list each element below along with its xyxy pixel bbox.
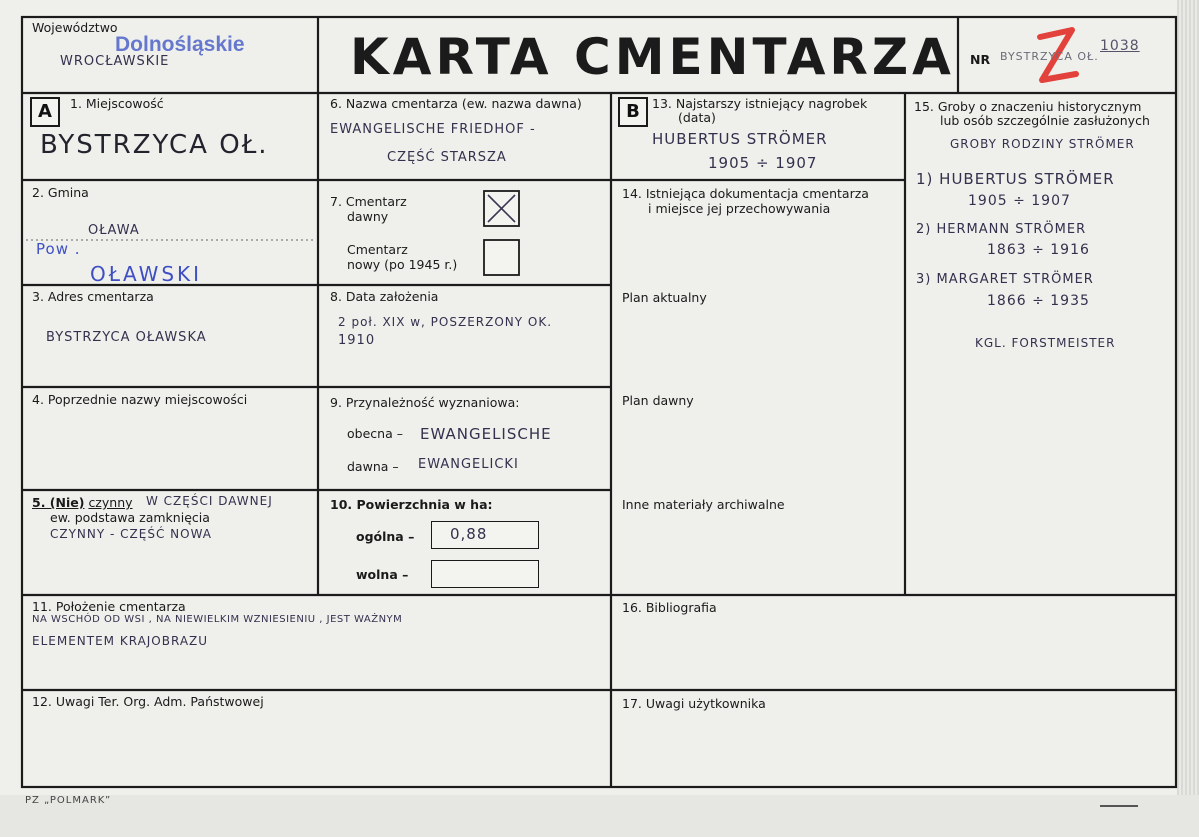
f5-value-line2: CZYNNY - CZĘŚĆ NOWA (50, 527, 213, 541)
f2-pow-label: Pow . (36, 240, 81, 258)
f5-label-nie: 5. (Nie) (32, 495, 85, 510)
f15-line-0: GROBY RODZINY STRÖMER (950, 137, 1135, 151)
f10-wolna-field[interactable] (431, 560, 539, 588)
f14-label-2: i miejsce jej przechowywania (648, 201, 831, 216)
f5-label-line2: ew. podstawa zamknięcia (50, 510, 210, 525)
f15-line-7: KGL. FORSTMEISTER (975, 336, 1116, 350)
section-b-marker: B (618, 97, 648, 127)
f15-line-5: 3) MARGARET STRÖMER (916, 272, 1094, 287)
f2-label: 2. Gmina (32, 185, 89, 200)
f2-pow-value: OŁAWSKI (90, 262, 203, 286)
f13-label-2: (data) (678, 110, 716, 125)
f11-value-line2: ELEMENTEM KRAJOBRAZU (32, 634, 209, 648)
section-a-marker: A (30, 97, 60, 127)
f7-nowy-label-2: nowy (po 1945 r.) (347, 257, 458, 272)
f10-wolna-label: wolna – (356, 567, 409, 582)
f9-dawna-label: dawna – (347, 459, 399, 474)
f15-line-3: 2) HERMANN STRÖMER (916, 222, 1087, 237)
card-title: KARTA CMENTARZA (350, 28, 955, 86)
f15-line-6: 1866 ÷ 1935 (987, 293, 1090, 309)
f4-label: 4. Poprzednie nazwy miejscowości (32, 392, 248, 407)
voivodeship-stamp: Dolnośląskie (115, 33, 245, 56)
f11-value-line1: NA WSCHÓD OD WSI , NA NIEWIELKIM WZNIESIENIU , JEST WAŻNYM (32, 614, 403, 625)
voivodeship-label: Województwo (32, 20, 118, 35)
f1-value: BYSTRZYCA OŁ. (40, 130, 269, 160)
f13-value-line1: HUBERTUS STRÖMER (652, 130, 828, 148)
nr-handwritten: BYSTRZYCA OŁ. (1000, 50, 1099, 63)
printer-imprint: PZ „POLMARK” (25, 795, 112, 806)
f10-ogolna-value: 0,88 (450, 525, 488, 543)
f14-plan-dawny: Plan dawny (622, 393, 694, 408)
f15-line-4: 1863 ÷ 1916 (987, 242, 1090, 258)
f14-inne: Inne materiały archiwalne (622, 497, 785, 512)
f10-ogolna-field[interactable] (431, 521, 539, 549)
f10-ogolna-label: ogólna – (356, 529, 415, 544)
f9-obecna-label: obecna – (347, 426, 403, 441)
f7-nowy-checkbox[interactable] (484, 240, 519, 275)
f15-line-2: 1905 ÷ 1907 (968, 193, 1071, 209)
f5-label-czynny: czynny (88, 495, 133, 510)
f10-label: 10. Powierzchnia w ha: (330, 497, 493, 512)
f14-label-1: 14. Istniejąca dokumentacja cmentarza (622, 186, 869, 201)
f14-plan-aktualny: Plan aktualny (622, 290, 707, 305)
f9-dawna-value: EWANGELICKI (418, 457, 519, 472)
f15-label-2: lub osób szczególnie zasłużonych (940, 113, 1150, 128)
f8-value-line1: 2 poł. XIX w, POSZERZONY OK. (338, 315, 553, 329)
f7-nowy-label-1: Cmentarz (347, 242, 408, 257)
f9-obecna-value: EWANGELISCHE (420, 425, 552, 443)
f12-label: 12. Uwagi Ter. Org. Adm. Państwowej (32, 694, 264, 709)
f16-label: 16. Bibliografia (622, 600, 717, 615)
f7-dawny-checkbox[interactable] (484, 191, 519, 226)
f15-line-1: 1) HUBERTUS STRÖMER (916, 170, 1115, 188)
f5-label-row (32, 496, 133, 510)
f13-value-line2: 1905 ÷ 1907 (708, 154, 818, 172)
f3-label: 3. Adres cmentarza (32, 289, 154, 304)
nr-code: 1038 (1100, 38, 1140, 54)
f5-value-line1: W CZĘŚCI DAWNEJ (146, 494, 273, 508)
f11-label: 11. Położenie cmentarza (32, 599, 186, 614)
f8-value-line2: 1910 (338, 333, 376, 348)
f7-dawny-label-2: dawny (347, 209, 389, 224)
voivodeship-handwritten: WROCŁAWSKIE (60, 54, 170, 69)
f6-value-line1: EWANGELISCHE FRIEDHOF - (330, 122, 536, 137)
f6-value-line2: CZĘŚĆ STARSZA (387, 150, 507, 165)
f17-label: 17. Uwagi użytkownika (622, 696, 766, 711)
f15-label-1: 15. Groby o znaczeniu historycznym (914, 99, 1142, 114)
f3-value: BYSTRZYCA OŁAWSKA (46, 330, 207, 345)
f1-label: 1. Miejscowość (70, 96, 164, 111)
f2-gmina-value: OŁAWA (88, 223, 140, 238)
f9-label: 9. Przynależność wyznaniowa: (330, 395, 520, 410)
f7-dawny-label-1: 7. Cmentarz (330, 194, 407, 209)
f13-label-1: 13. Najstarszy istniejący nagrobek (652, 96, 868, 111)
f8-label: 8. Data założenia (330, 289, 439, 304)
f6-label: 6. Nazwa cmentarza (ew. nazwa dawna) (330, 96, 582, 111)
nr-label: NR (970, 52, 991, 67)
